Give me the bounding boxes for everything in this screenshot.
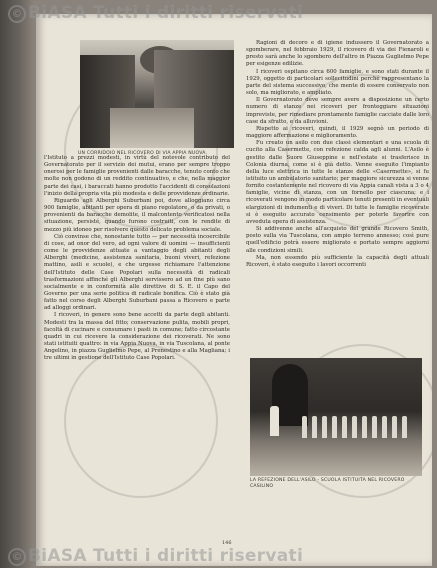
photo-corridor (80, 40, 234, 148)
child-shape (312, 416, 317, 438)
faint-seal-bottom-left (64, 344, 218, 498)
right-paragraph-7: Ma, non essendo più sufficiente la capacità degli attuali Ricoveri, è stato eseguito i lavori occorrenti (246, 254, 429, 268)
child-shape (342, 416, 347, 438)
watermark-top (8, 3, 303, 23)
right-paragraph-6: Si addivenne anche all'acquisto del grande Ricovero Smith, posto sulla via Tuscolana, con ampio terreno annesso; così pure quell'edificio potrà essere migliorato e portato sempre aggiorni alle condizioni simili. (246, 226, 429, 254)
left-paragraph-2: Riguardo agli Alberghi Suburbani poi, dove alloggiano circa 900 famiglie, abitanti per opera di piano regolatore, o da privati, o provenienti da baracche demolite, il malcontento verificatosi nella situazione, persisté, quando furono costruiti, con le rendite di mezzo più idoneo per risolvere questo delicato problema sociale. (44, 197, 230, 233)
watermark-bottom (8, 546, 303, 566)
right-paragraph-2: I ricoveri ospitano circa 600 famiglie, e sono stati durante il 1929, oggetto di particolari sollecitudini perché rappresentano la parte del sistema successivo, che mente di essere conservato non solo, ma migliorato, e ampliato. (246, 68, 429, 97)
right-paragraph-4: Rispetto ai ricoveri, quindi, il 1929 segnò un periodo di maggiore affermazione e miglioramento. (246, 125, 429, 140)
child-shape (352, 416, 357, 438)
right-paragraph-3: Il Governatorato deve sempre avere a disposizione un certo numero di stanze nei ricoveri per fronteggiare situazioni impreviste, per rimediare prontamente famiglie cacciate dalle loro case da sfratto, e da alluvioni. (246, 97, 429, 125)
child-shape (372, 416, 377, 438)
standing-figure-shape (270, 406, 279, 436)
photo-caption-1: UN CORRIDOIO NEL RICOVERO DI VIA APPIA NUOVA. (78, 151, 208, 156)
ground-shape (110, 108, 194, 148)
left-text-column (44, 155, 230, 363)
copyright-icon: © (8, 548, 26, 566)
left-paragraph-1: l'Istituto a prezzi modesti, in virtù del notevole contributo del Governatorato per il servizio dei mutui, erano per sempre troppo onerosi per le famiglie provenienti dalle baracche, tenuto conto che molte non godono di un reddito continuativo, e che, nella maggior parte dei casi, i baraccati hanno prodotto l'accidenti di consolazioni l'inizio della propria vita più modesta e delle provvidenze ordinarie. (44, 155, 230, 197)
child-shape (392, 416, 397, 438)
child-shape (332, 416, 337, 438)
left-paragraph-3: Ciò convinse che, nonostante tutto — per necessità incoercibile di cose, ad onor del vero, ad ogni valore di uomini — insufficienti come le provvidenze attuate a vantaggio degli abitanti degli Alberghi (medicine, assistenza sanitaria, buoni viveri, refezione mattino, asili e scuole), e che urgesse richiamare l'attenzione dell'Istituto delle Case Popolari sulla necessità di radicali trasformazioni affinché gli Alberghi servissero ad un fine più sano socialmente e in conformità alle direttive di S. E. il Capo del Governo per una serie politica di radicale bonifica. Ciò è stato già fatto nel corso degli Alberghi Suburbani passa a Ricovero e parte ad alloggi ordinari. (44, 233, 230, 312)
watermark-top-text: BiASA Tutti i diritti riservati (28, 3, 304, 23)
left-paragraph-4: I ricoveri, in genere sono bene accetti da parte degli abitanti. Modesti tra la massa del fitto; conservazione pulita, mobili propri, facoltà di cucinare e consumare i pasti in comune; fatto circostante quadri in cui ricevere la considerazione dei ricoverati. Ne sono stati istituiti quattro: in via Appia Nuova, in via Tuscolana, al ponte Angelino, in piazza Guglielmo Pepe, al Prenestino e alla Magliana; i tre ultimi in gestione dell'Istituto Case Popolari. (44, 312, 230, 362)
copyright-icon: © (8, 5, 26, 23)
child-shape (362, 416, 367, 438)
child-shape (402, 416, 407, 438)
right-paragraph-5: Fu creato un asilo con due classi elementari e una scuola di cucito alla Casermette, con refezione calda agli alunni. L'Asilo è gestito dalle Suore Giuseppine e nell'estate si trasferisce in Colonia diurna, come si è già detto. Venne eseguito l'impianto della luce elettrica in tutte le stanze delle «Casermette», si fu istituito un ambulatorio sanitario; per maggiore sicurezza si venne fornito costantemente nel ricovero di via Appia canali vista a 3 o 4 famiglie, vicine di stanza, con un fornello per ciascuna; e i ricoverati vengono in modo particolare tenuti presenti in eventuali elargizioni di indumenti e di viveri. Di tutte le famiglie ricoverate si è eseguito accurato censimento per poterle favorire con avveduta opera di assistenza. (246, 140, 429, 225)
watermark-bottom-text: BiASA Tutti i diritti riservati (28, 546, 304, 566)
child-shape (322, 416, 327, 438)
photo-refectory (250, 358, 422, 476)
child-shape (382, 416, 387, 438)
photo-caption-2: LA REFEZIONE DELL'ASILO - SCUOLA ISTITUITA NEL RICOVERO CASILINO (250, 478, 405, 489)
right-paragraph-1: Ragioni di decoro e di igiene indussero il Governatorato a sgomberare, nel febbraio 1929, il ricovero di via dei Fienaroli e presto sarà anche lo sgombero dell'altro in Piazza Guglielmo Pepe per esigenze edilizie. (246, 40, 429, 68)
right-text-column (246, 40, 429, 269)
child-shape (302, 416, 307, 438)
page-number: 146 (222, 540, 232, 546)
